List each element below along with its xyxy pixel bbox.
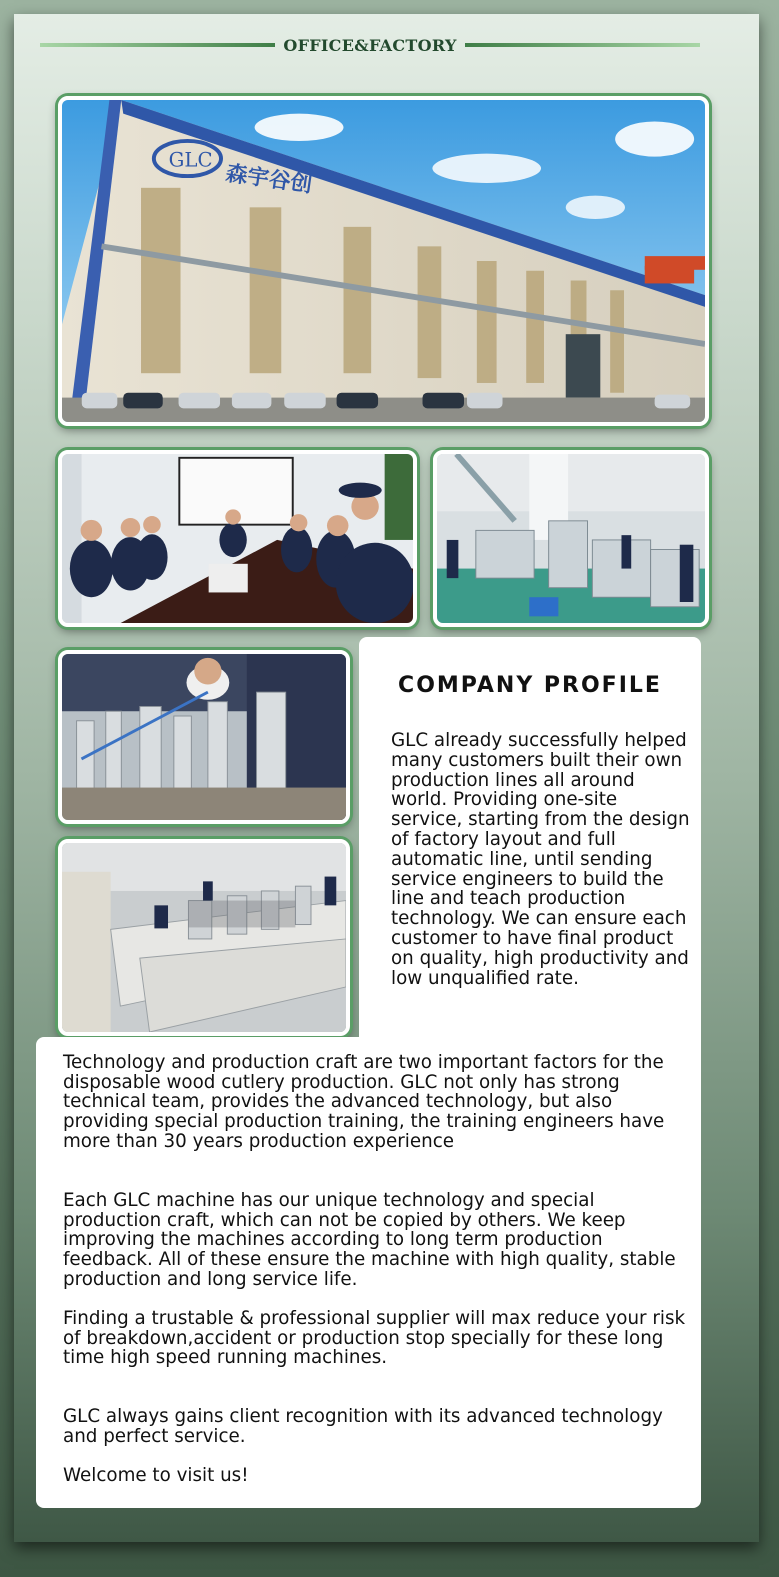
company-profile-text: GLC already successfully helped many customers built their own production lines all around world. Providing one-site service, starting from the design of factory layout and full automatic line, until sending service engineers to build the line and teach production technology. We can ensure each customer to have final product on quality, high productivity and low unqualified rate. (391, 730, 690, 989)
section-header (40, 34, 700, 56)
factory-exterior-photo (58, 96, 709, 426)
paragraph-technology: Technology and production craft are two important factors for the disposable wood cutlery production. GLC not only has strong technical team, provides the advanced technology, but also providing special production training, the training engineers have more than 30 years production experience (63, 1052, 665, 1152)
paragraph-unique-craft: Each GLC machine has our unique technology and special production craft, which can not be copied by others. We keep improving the machines according to long term production feedback. All of these ensure the machine with high quality, stable production and long service life. (63, 1190, 676, 1290)
factory-sign-logo: GLC (168, 148, 213, 172)
header-divider-left (40, 43, 275, 47)
workshop-production-line-photo (433, 450, 709, 627)
section-title: OFFICE&FACTORY (283, 35, 457, 55)
meeting-room-photo (58, 450, 417, 627)
company-profile-card (359, 637, 701, 1057)
header-divider-right (465, 43, 700, 47)
paragraph-welcome: Welcome to visit us! (63, 1465, 249, 1486)
paragraph-supplier: Finding a trustable & professional supplier will max reduce your risk of breakdown,accident or production stop specially for these long time high speed running machines. (63, 1308, 686, 1369)
paragraph-recognition: GLC always gains client recognition with its advanced technology and perfect service. (63, 1406, 663, 1447)
factory-sign-chinese: 森宇谷创 (224, 161, 314, 198)
machine-assembly-photo (58, 650, 350, 824)
production-machine-line-photo (58, 839, 350, 1036)
description-card (36, 1037, 701, 1508)
company-profile-title: COMPANY PROFILE (398, 673, 662, 698)
